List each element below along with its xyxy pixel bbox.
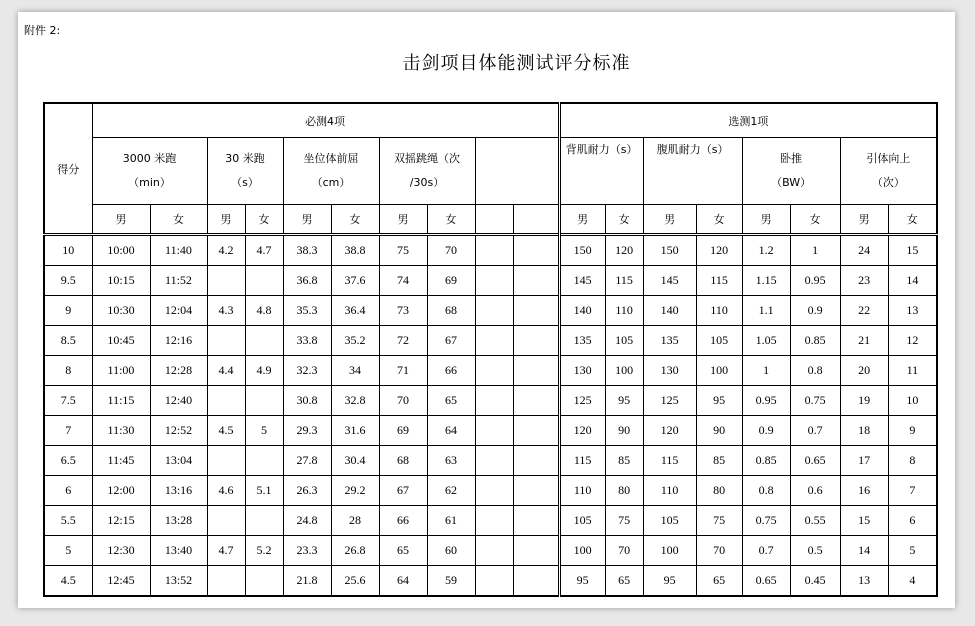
table-cell: 65 bbox=[605, 566, 643, 597]
table-cell: 61 bbox=[427, 506, 475, 536]
table-cell: 69 bbox=[379, 416, 427, 446]
header-optional-group: 选测1项 bbox=[559, 103, 937, 138]
table-cell: 0.75 bbox=[742, 506, 790, 536]
table-cell: 12:40 bbox=[150, 386, 207, 416]
table-cell: 110 bbox=[643, 476, 696, 506]
header-item-bench-press: 卧推 （BW） bbox=[742, 138, 840, 205]
table-cell: 6 bbox=[888, 506, 937, 536]
table-cell: 1 bbox=[790, 235, 840, 266]
table-cell: 20 bbox=[840, 356, 888, 386]
header-row-items bbox=[44, 138, 937, 205]
table-cell: 4.8 bbox=[245, 296, 283, 326]
table-cell bbox=[245, 446, 283, 476]
table-cell: 24.8 bbox=[283, 506, 331, 536]
table-cell: 64 bbox=[379, 566, 427, 597]
table-cell: 9 bbox=[888, 416, 937, 446]
table-cell: 12:04 bbox=[150, 296, 207, 326]
table-cell: 13 bbox=[840, 566, 888, 597]
table-cell: 14 bbox=[888, 266, 937, 296]
table-cell bbox=[513, 566, 559, 597]
table-cell: 62 bbox=[427, 476, 475, 506]
table-cell bbox=[475, 566, 513, 597]
score-cell: 9 bbox=[44, 296, 92, 326]
header-item-back-endurance: 背肌耐力（s） bbox=[559, 138, 643, 205]
header-female: 女 bbox=[331, 205, 379, 235]
table-cell: 11:15 bbox=[92, 386, 150, 416]
header-gender-empty bbox=[475, 205, 513, 235]
table-row bbox=[44, 386, 937, 416]
score-table-container bbox=[43, 102, 938, 597]
table-cell: 70 bbox=[605, 536, 643, 566]
table-row bbox=[44, 536, 937, 566]
table-cell: 140 bbox=[559, 296, 605, 326]
table-cell: 0.8 bbox=[742, 476, 790, 506]
table-cell: 4 bbox=[888, 566, 937, 597]
table-row bbox=[44, 416, 937, 446]
table-cell bbox=[513, 506, 559, 536]
header-item-30m: 30 米跑 （s） bbox=[207, 138, 283, 205]
table-cell: 75 bbox=[696, 506, 742, 536]
table-cell: 13 bbox=[888, 296, 937, 326]
table-cell: 11:52 bbox=[150, 266, 207, 296]
header-female: 女 bbox=[245, 205, 283, 235]
table-cell bbox=[475, 296, 513, 326]
table-cell: 26.8 bbox=[331, 536, 379, 566]
table-cell: 75 bbox=[605, 506, 643, 536]
table-cell: 65 bbox=[696, 566, 742, 597]
table-cell: 74 bbox=[379, 266, 427, 296]
table-cell: 115 bbox=[696, 266, 742, 296]
table-cell bbox=[513, 326, 559, 356]
table-cell: 0.65 bbox=[790, 446, 840, 476]
header-gender-empty bbox=[513, 205, 559, 235]
table-cell: 150 bbox=[643, 235, 696, 266]
table-cell: 64 bbox=[427, 416, 475, 446]
table-cell: 130 bbox=[559, 356, 605, 386]
table-cell: 75 bbox=[379, 235, 427, 266]
table-cell: 59 bbox=[427, 566, 475, 597]
table-cell: 34 bbox=[331, 356, 379, 386]
table-cell bbox=[513, 476, 559, 506]
header-female: 女 bbox=[150, 205, 207, 235]
table-cell: 145 bbox=[559, 266, 605, 296]
table-cell bbox=[245, 266, 283, 296]
table-cell bbox=[475, 356, 513, 386]
score-cell: 9.5 bbox=[44, 266, 92, 296]
table-cell: 4.7 bbox=[245, 235, 283, 266]
table-cell: 1 bbox=[742, 356, 790, 386]
table-cell: 68 bbox=[427, 296, 475, 326]
header-row-gender bbox=[44, 205, 937, 235]
table-cell: 5 bbox=[245, 416, 283, 446]
table-cell: 5.2 bbox=[245, 536, 283, 566]
table-cell: 95 bbox=[605, 386, 643, 416]
table-cell: 0.55 bbox=[790, 506, 840, 536]
table-cell: 38.8 bbox=[331, 235, 379, 266]
table-cell: 10:30 bbox=[92, 296, 150, 326]
header-male: 男 bbox=[742, 205, 790, 235]
table-cell: 1.15 bbox=[742, 266, 790, 296]
header-female: 女 bbox=[888, 205, 937, 235]
table-cell: 12:45 bbox=[92, 566, 150, 597]
table-cell: 12:28 bbox=[150, 356, 207, 386]
table-cell: 23 bbox=[840, 266, 888, 296]
table-cell: 30.4 bbox=[331, 446, 379, 476]
score-table bbox=[43, 102, 938, 597]
table-cell: 65 bbox=[379, 536, 427, 566]
table-cell: 71 bbox=[379, 356, 427, 386]
table-cell: 125 bbox=[559, 386, 605, 416]
header-row-groups bbox=[44, 103, 937, 138]
table-cell: 4.5 bbox=[207, 416, 245, 446]
score-cell: 6 bbox=[44, 476, 92, 506]
table-cell: 19 bbox=[840, 386, 888, 416]
table-cell: 1.05 bbox=[742, 326, 790, 356]
table-cell bbox=[207, 326, 245, 356]
table-row bbox=[44, 566, 937, 597]
table-cell: 4.7 bbox=[207, 536, 245, 566]
table-cell: 10:45 bbox=[92, 326, 150, 356]
header-female: 女 bbox=[427, 205, 475, 235]
score-cell: 6.5 bbox=[44, 446, 92, 476]
table-cell bbox=[207, 446, 245, 476]
table-cell: 31.6 bbox=[331, 416, 379, 446]
table-cell: 150 bbox=[559, 235, 605, 266]
table-cell: 26.3 bbox=[283, 476, 331, 506]
score-cell: 8 bbox=[44, 356, 92, 386]
table-cell: 16 bbox=[840, 476, 888, 506]
header-male: 男 bbox=[643, 205, 696, 235]
table-cell: 0.7 bbox=[742, 536, 790, 566]
table-cell: 0.6 bbox=[790, 476, 840, 506]
table-cell bbox=[245, 386, 283, 416]
table-cell bbox=[513, 356, 559, 386]
table-cell: 24 bbox=[840, 235, 888, 266]
table-cell: 0.85 bbox=[790, 326, 840, 356]
table-cell: 115 bbox=[559, 446, 605, 476]
table-cell: 36.4 bbox=[331, 296, 379, 326]
table-cell: 105 bbox=[559, 506, 605, 536]
table-row bbox=[44, 476, 937, 506]
table-cell: 67 bbox=[379, 476, 427, 506]
table-cell: 0.85 bbox=[742, 446, 790, 476]
table-cell: 120 bbox=[605, 235, 643, 266]
header-item-pull-up: 引体向上 （次） bbox=[840, 138, 937, 205]
header-male: 男 bbox=[207, 205, 245, 235]
table-cell: 60 bbox=[427, 536, 475, 566]
table-cell: 0.95 bbox=[790, 266, 840, 296]
table-cell: 22 bbox=[840, 296, 888, 326]
table-cell: 10:15 bbox=[92, 266, 150, 296]
table-cell: 11:30 bbox=[92, 416, 150, 446]
table-cell: 70 bbox=[427, 235, 475, 266]
table-cell bbox=[513, 416, 559, 446]
header-item-double-rope: 双摇跳绳（次 /30s） bbox=[379, 138, 475, 205]
table-cell: 21 bbox=[840, 326, 888, 356]
score-cell: 7 bbox=[44, 416, 92, 446]
table-cell: 35.2 bbox=[331, 326, 379, 356]
header-male: 男 bbox=[92, 205, 150, 235]
table-cell: 135 bbox=[559, 326, 605, 356]
table-cell bbox=[207, 266, 245, 296]
table-cell: 13:28 bbox=[150, 506, 207, 536]
table-cell: 13:52 bbox=[150, 566, 207, 597]
table-cell bbox=[207, 566, 245, 597]
table-cell: 0.8 bbox=[790, 356, 840, 386]
table-cell: 1.2 bbox=[742, 235, 790, 266]
table-cell: 95 bbox=[643, 566, 696, 597]
header-item-abdominal-endurance: 腹肌耐力（s） bbox=[643, 138, 742, 205]
table-row bbox=[44, 266, 937, 296]
table-cell bbox=[513, 386, 559, 416]
table-cell: 14 bbox=[840, 536, 888, 566]
table-cell: 120 bbox=[559, 416, 605, 446]
table-cell: 100 bbox=[559, 536, 605, 566]
table-cell: 25.6 bbox=[331, 566, 379, 597]
table-cell: 4.4 bbox=[207, 356, 245, 386]
table-cell bbox=[475, 266, 513, 296]
table-cell bbox=[475, 446, 513, 476]
table-cell: 67 bbox=[427, 326, 475, 356]
header-required-group: 必测4项 bbox=[92, 103, 559, 138]
document-page bbox=[18, 12, 955, 608]
table-cell: 0.7 bbox=[790, 416, 840, 446]
header-male: 男 bbox=[840, 205, 888, 235]
table-cell: 105 bbox=[643, 506, 696, 536]
table-row bbox=[44, 296, 937, 326]
table-cell: 80 bbox=[605, 476, 643, 506]
table-cell: 13:40 bbox=[150, 536, 207, 566]
table-cell bbox=[475, 235, 513, 266]
table-cell: 13:16 bbox=[150, 476, 207, 506]
table-cell bbox=[475, 536, 513, 566]
table-cell: 100 bbox=[605, 356, 643, 386]
table-cell: 115 bbox=[643, 446, 696, 476]
table-cell: 145 bbox=[643, 266, 696, 296]
table-cell: 110 bbox=[605, 296, 643, 326]
header-item-sit-reach: 坐位体前屈 （cm） bbox=[283, 138, 379, 205]
table-cell: 70 bbox=[379, 386, 427, 416]
table-cell: 0.65 bbox=[742, 566, 790, 597]
score-cell: 8.5 bbox=[44, 326, 92, 356]
score-cell: 5 bbox=[44, 536, 92, 566]
table-cell: 72 bbox=[379, 326, 427, 356]
table-cell: 7 bbox=[888, 476, 937, 506]
table-cell: 0.5 bbox=[790, 536, 840, 566]
table-cell: 0.9 bbox=[742, 416, 790, 446]
table-cell bbox=[475, 326, 513, 356]
table-cell: 115 bbox=[605, 266, 643, 296]
table-cell bbox=[475, 386, 513, 416]
table-cell: 105 bbox=[605, 326, 643, 356]
table-cell: 28 bbox=[331, 506, 379, 536]
table-cell: 17 bbox=[840, 446, 888, 476]
table-cell bbox=[475, 416, 513, 446]
table-cell bbox=[513, 266, 559, 296]
table-cell: 37.6 bbox=[331, 266, 379, 296]
table-cell: 135 bbox=[643, 326, 696, 356]
table-cell: 23.3 bbox=[283, 536, 331, 566]
table-cell: 4.2 bbox=[207, 235, 245, 266]
header-male: 男 bbox=[379, 205, 427, 235]
table-cell bbox=[475, 506, 513, 536]
table-cell: 73 bbox=[379, 296, 427, 326]
table-cell: 30.8 bbox=[283, 386, 331, 416]
table-cell: 0.75 bbox=[790, 386, 840, 416]
table-cell: 29.2 bbox=[331, 476, 379, 506]
table-cell: 125 bbox=[643, 386, 696, 416]
table-cell: 10:00 bbox=[92, 235, 150, 266]
table-cell: 12:52 bbox=[150, 416, 207, 446]
table-cell bbox=[207, 506, 245, 536]
header-female: 女 bbox=[790, 205, 840, 235]
table-cell: 80 bbox=[696, 476, 742, 506]
table-cell: 69 bbox=[427, 266, 475, 296]
table-cell: 4.6 bbox=[207, 476, 245, 506]
table-cell: 0.95 bbox=[742, 386, 790, 416]
table-cell: 5.1 bbox=[245, 476, 283, 506]
table-cell: 11 bbox=[888, 356, 937, 386]
table-cell: 38.3 bbox=[283, 235, 331, 266]
table-cell: 63 bbox=[427, 446, 475, 476]
table-cell: 0.45 bbox=[790, 566, 840, 597]
table-cell: 4.9 bbox=[245, 356, 283, 386]
table-cell: 11:00 bbox=[92, 356, 150, 386]
table-cell: 0.9 bbox=[790, 296, 840, 326]
table-cell: 120 bbox=[696, 235, 742, 266]
table-cell: 105 bbox=[696, 326, 742, 356]
table-cell: 12:15 bbox=[92, 506, 150, 536]
table-cell: 18 bbox=[840, 416, 888, 446]
header-score: 得分 bbox=[44, 103, 92, 235]
score-cell: 10 bbox=[44, 235, 92, 266]
document-title: 击剑项目体能测试评分标准 bbox=[402, 53, 631, 74]
table-cell: 21.8 bbox=[283, 566, 331, 597]
table-row bbox=[44, 446, 937, 476]
attachment-label: 附件 2: bbox=[24, 24, 61, 37]
table-cell: 5 bbox=[888, 536, 937, 566]
table-cell: 11:40 bbox=[150, 235, 207, 266]
table-cell: 35.3 bbox=[283, 296, 331, 326]
table-cell: 4.3 bbox=[207, 296, 245, 326]
table-cell: 32.3 bbox=[283, 356, 331, 386]
table-cell: 65 bbox=[427, 386, 475, 416]
table-cell: 12:00 bbox=[92, 476, 150, 506]
table-cell: 95 bbox=[559, 566, 605, 597]
table-cell: 8 bbox=[888, 446, 937, 476]
table-row bbox=[44, 506, 937, 536]
table-cell: 27.8 bbox=[283, 446, 331, 476]
table-cell: 110 bbox=[559, 476, 605, 506]
table-cell: 140 bbox=[643, 296, 696, 326]
table-cell: 90 bbox=[605, 416, 643, 446]
table-cell: 100 bbox=[696, 356, 742, 386]
table-cell: 1.1 bbox=[742, 296, 790, 326]
table-cell: 95 bbox=[696, 386, 742, 416]
table-cell: 120 bbox=[643, 416, 696, 446]
header-male: 男 bbox=[559, 205, 605, 235]
table-row bbox=[44, 356, 937, 386]
table-cell: 130 bbox=[643, 356, 696, 386]
table-cell: 90 bbox=[696, 416, 742, 446]
table-cell: 32.8 bbox=[331, 386, 379, 416]
score-cell: 5.5 bbox=[44, 506, 92, 536]
header-item-3000m: 3000 米跑 （min） bbox=[92, 138, 207, 205]
table-cell: 15 bbox=[840, 506, 888, 536]
table-cell: 10 bbox=[888, 386, 937, 416]
table-cell bbox=[513, 536, 559, 566]
table-cell: 110 bbox=[696, 296, 742, 326]
table-cell: 12:16 bbox=[150, 326, 207, 356]
table-cell bbox=[513, 235, 559, 266]
table-cell: 12 bbox=[888, 326, 937, 356]
table-cell: 68 bbox=[379, 446, 427, 476]
table-cell: 66 bbox=[379, 506, 427, 536]
table-cell: 29.3 bbox=[283, 416, 331, 446]
table-cell: 36.8 bbox=[283, 266, 331, 296]
table-cell: 66 bbox=[427, 356, 475, 386]
score-cell: 4.5 bbox=[44, 566, 92, 597]
table-cell: 33.8 bbox=[283, 326, 331, 356]
table-cell bbox=[245, 326, 283, 356]
table-cell: 100 bbox=[643, 536, 696, 566]
table-row bbox=[44, 235, 937, 266]
table-cell bbox=[207, 386, 245, 416]
header-female: 女 bbox=[605, 205, 643, 235]
table-cell: 70 bbox=[696, 536, 742, 566]
score-cell: 7.5 bbox=[44, 386, 92, 416]
table-cell: 15 bbox=[888, 235, 937, 266]
table-row bbox=[44, 326, 937, 356]
table-cell bbox=[513, 296, 559, 326]
header-female: 女 bbox=[696, 205, 742, 235]
header-item-empty bbox=[475, 138, 559, 205]
header-male: 男 bbox=[283, 205, 331, 235]
table-cell bbox=[513, 446, 559, 476]
table-cell: 85 bbox=[696, 446, 742, 476]
table-cell: 12:30 bbox=[92, 536, 150, 566]
table-cell bbox=[245, 566, 283, 597]
table-cell bbox=[245, 506, 283, 536]
table-cell: 13:04 bbox=[150, 446, 207, 476]
table-cell bbox=[475, 476, 513, 506]
table-cell: 11:45 bbox=[92, 446, 150, 476]
table-cell: 85 bbox=[605, 446, 643, 476]
